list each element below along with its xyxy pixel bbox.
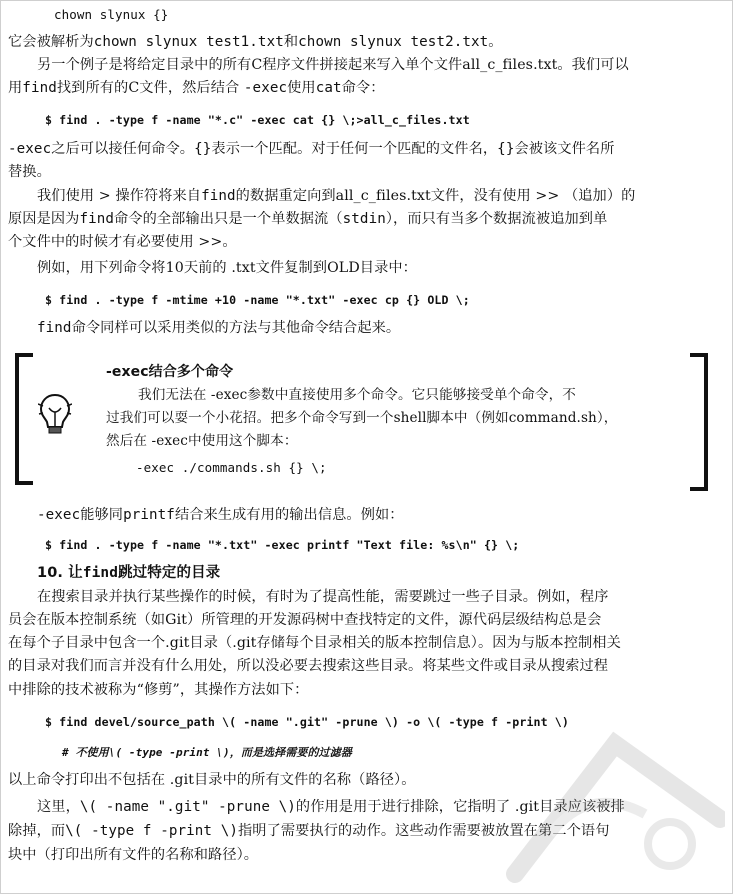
- inline-code: -exec: [8, 141, 52, 157]
- paragraph-line: 在搜索目录并执行某些操作的时候，有时为了提高性能，需要跳过一些子目录。例如，程序: [37, 589, 609, 605]
- paragraph-line: 以上命令打印出不包括在 .git目录中的所有文件的名称（路径）。: [8, 772, 416, 788]
- inline-code: chown slynux test2.txt: [298, 34, 489, 50]
- text: 。: [488, 34, 503, 50]
- inline-code: find: [79, 211, 115, 227]
- text: 结合来生成有用的输出信息。例如：: [174, 507, 404, 523]
- paragraph-line: 个文件中的时候才有必要使用 >>。: [8, 234, 237, 250]
- inline-code: cat: [315, 80, 342, 96]
- paragraph-line: 员会在版本控制系统（如Git）所管理的开发源码树中查找特定的文件，源代码层级结构总是会: [8, 612, 602, 628]
- paragraph-line: 例如，用下列命令将10天前的 .txt文件复制到OLD目录中：: [37, 260, 417, 276]
- paragraph-line: [8, 78, 385, 98]
- inline-code: \( -name ".git" -prune \): [79, 799, 296, 815]
- paragraph-line: 在每个子目录中包含一个.git目录（.git存储每个目录相关的版本控制信息）。因为与版本控制相关: [8, 635, 621, 651]
- text: 我们使用 > 操作符将来自: [37, 188, 202, 204]
- text: ），而只有当多个数据流被追加到单: [385, 211, 608, 227]
- text: 它会被解析为: [8, 34, 94, 50]
- inline-code: {}: [194, 141, 212, 157]
- code-comment: # 不使用\( -type -print \)，而是选择需要的过滤器: [62, 746, 352, 759]
- lightbulb-icon: [38, 392, 72, 436]
- inline-code: printf: [123, 507, 175, 523]
- inline-code: find: [201, 188, 236, 204]
- section-heading: [37, 563, 220, 583]
- inline-code: stdin: [342, 211, 386, 227]
- paragraph-line: [37, 505, 404, 525]
- text: 指明了需要执行的动作。这些动作需要被放置在第二个语句: [238, 823, 610, 839]
- paragraph-line: 的目录对我们而言并没有什么用处，所以没必要去搜索这些目录。将某些文件或目录从搜索过程: [8, 658, 609, 674]
- text: 用: [8, 80, 23, 96]
- text: 使用: [287, 80, 316, 96]
- code-block: $ find . -type f -name "*.c" -exec cat {} \;>all_c_files.txt: [45, 113, 470, 127]
- tip-line: 我们无法在 -exec参数中直接使用多个命令。它只能够接受单个命令，不: [138, 387, 576, 403]
- paragraph-line: 另一个例子是将给定目录中的所有C程序文件拼接起来写入单个文件all_c_files.txt。我们可以: [37, 57, 629, 73]
- paragraph-line: [8, 32, 503, 52]
- text: 除掉，而: [8, 823, 66, 839]
- inline-code: {}: [497, 141, 515, 157]
- text: 10. 让: [37, 565, 83, 581]
- text: 跳过特定的目录: [118, 565, 221, 581]
- code-block: $ find . -type f -mtime +10 -name "*.txt" -exec cp {} OLD \;: [45, 293, 470, 307]
- text: 会被该文件名所: [514, 141, 615, 157]
- tip-bracket-left: [15, 353, 33, 485]
- text: 的数据重定向到all_c_files.txt文件，没有使用 >> （追加）的: [235, 188, 636, 204]
- inline-code: find: [82, 565, 119, 581]
- text: 的作用是用于进行排除，它指明了 .git目录应该被排: [295, 799, 625, 815]
- text: 之后可以接任何命令。: [51, 141, 195, 157]
- text: 命令的全部输出只是一个单数据流（: [114, 211, 343, 227]
- tip-bracket-right: [690, 353, 708, 491]
- paragraph-line: 替换。: [8, 164, 51, 180]
- inline-code: chown slynux test1.txt: [93, 34, 284, 50]
- text: 这里，: [37, 799, 80, 815]
- tip-code: -exec ./commands.sh {} \;: [136, 460, 327, 475]
- text: 表示一个匹配。对于任何一个匹配的文件名，: [211, 141, 498, 157]
- paragraph-line: 块中（打印出所有文件的名称和路径）。: [8, 847, 259, 863]
- text: 能够同: [80, 507, 124, 523]
- text: 命令：: [341, 80, 385, 96]
- code-continuation: chown slynux {}: [54, 7, 169, 22]
- tip-title: -exec结合多个命令: [106, 364, 234, 380]
- paragraph-line: 中排除的技术被称为“修剪”，其操作方法如下：: [8, 682, 309, 698]
- paragraph-line: [37, 186, 635, 206]
- paragraph-line: [37, 318, 400, 338]
- inline-code: find: [37, 320, 72, 336]
- inline-code: \( -type f -print \): [65, 823, 238, 839]
- stamp-watermark: [495, 724, 725, 884]
- paragraph-line: [8, 139, 614, 159]
- code-block: $ find . -type f -name "*.txt" -exec printf "Text file: %s\n" {} \;: [45, 538, 520, 552]
- code-block: $ find devel/source_path \( -name ".git" -prune \) -o \( -type f -print \): [45, 715, 569, 729]
- inline-code: -exec: [37, 507, 81, 523]
- paragraph-line: [8, 209, 607, 229]
- inline-code: -exec: [243, 80, 288, 96]
- text: 命令同样可以采用类似的方法与其他命令结合起来。: [71, 320, 401, 336]
- text: 和: [283, 34, 299, 50]
- text: 原因是因为: [8, 211, 80, 227]
- inline-code: find: [22, 80, 57, 96]
- tip-line: 然后在 -exec中使用这个脚本：: [106, 433, 298, 449]
- text: 找到所有的C文件，然后结合: [56, 80, 244, 96]
- tip-line: 过我们可以耍一个小花招。把多个命令写到一个shell脚本中（例如command.sh），: [106, 410, 618, 426]
